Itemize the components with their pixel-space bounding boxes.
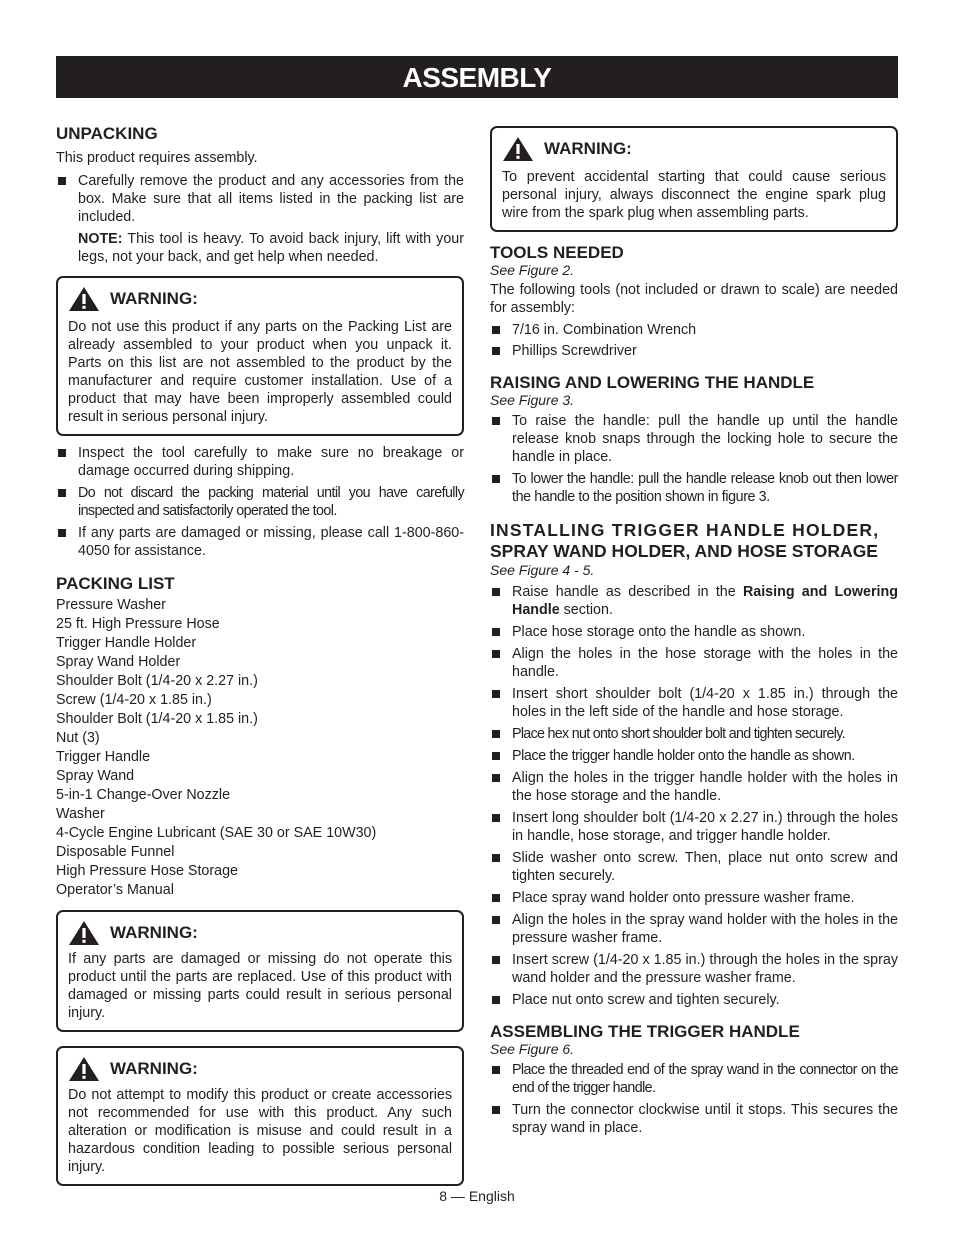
bullet-icon: [492, 347, 500, 355]
list-item: Spray Wand Holder: [56, 654, 181, 670]
packing-list: [56, 596, 464, 900]
warning-title: WARNING:: [544, 139, 632, 158]
warning-box-modify: [56, 1046, 464, 1186]
bullet-icon: [492, 996, 500, 1004]
warning-body: Do not use this product if any parts on the Packing List are already assembled to your product when you unpack it. Parts on this list are not assembled to the product by the manufacturer and require customer installation. Use of a product that may have been improperly assembled could result in serious personal injury.: [68, 319, 452, 425]
warning-body: Do not attempt to modify this product or create accessories not recommended for use with this product. Any such alteration or modification is misuse and could result in a hazardous condition leading to possible serious personal injury.: [68, 1087, 452, 1175]
list-item: Trigger Handle: [56, 749, 151, 765]
warning-title: WARNING:: [110, 1059, 198, 1078]
bullet-icon: [492, 690, 500, 698]
list-item: Spray Wand: [56, 768, 135, 784]
bullet-icon: [492, 588, 500, 596]
list-item: Screw (1/4-20 x 1.85 in.): [56, 692, 212, 708]
list-item: Align the holes in the trigger handle holder with the holes in the hose storage and the handle.: [490, 769, 898, 805]
page-title: ASSEMBLY: [56, 56, 898, 98]
bullet-icon: [492, 650, 500, 658]
list-item: Operator’s Manual: [56, 882, 174, 898]
figure-reference: See Figure 2.: [490, 262, 575, 278]
list-item: 5-in-1 Change-Over Nozzle: [56, 787, 231, 803]
bullet-icon: [492, 894, 500, 902]
list-item: Washer: [56, 806, 105, 822]
installing-heading-line1: INSTALLING TRIGGER HANDLE HOLDER,: [490, 520, 880, 540]
list-item: To lower the handle: pull the handle release knob out then lower the handle to the position shown in figure 3.: [490, 470, 898, 506]
list-item: Carefully remove the product and any accessories from the box. Make sure that all items listed in the packing list are included.: [56, 172, 464, 226]
warning-body: To prevent accidental starting that could cause serious personal injury, always disconnect the engine spark plug wire from the spark plug when assembling parts.: [502, 169, 886, 221]
unpacking-heading: UNPACKING: [56, 124, 158, 143]
list-item: Shoulder Bolt (1/4-20 x 1.85 in.): [56, 711, 258, 727]
warning-triangle-icon: [68, 1056, 100, 1082]
list-item: High Pressure Hose Storage: [56, 863, 238, 879]
warning-triangle-icon: [68, 286, 100, 312]
bullet-icon: [492, 475, 500, 483]
list-item: Place hex nut onto short shoulder bolt and tighten securely.: [490, 725, 898, 743]
bullet-icon: [58, 489, 66, 497]
trigger-heading: ASSEMBLING THE TRIGGER HANDLE: [490, 1022, 800, 1041]
list-item: Place the threaded end of the spray wand in the connector on the end of the trigger handle.: [490, 1061, 898, 1097]
bullet-icon: [492, 1066, 500, 1074]
figure-reference: See Figure 4 - 5.: [490, 562, 595, 578]
note: [56, 230, 464, 266]
bullet-icon: [492, 417, 500, 425]
inspect-list: [56, 444, 464, 560]
list-item: Nut (3): [56, 730, 100, 746]
bullet-icon: [492, 752, 500, 760]
bullet-icon: [492, 730, 500, 738]
list-item: Pressure Washer: [56, 597, 166, 613]
list-item: Place nut onto screw and tighten securely.: [490, 991, 898, 1009]
note-text: This tool is heavy. To avoid back injury, lift with your legs, not your back, and get help when needed.: [78, 231, 464, 265]
list-item: 7/16 in. Combination Wrench: [490, 321, 898, 339]
warning-box-spark-plug: [490, 126, 898, 232]
warning-title: WARNING:: [110, 923, 198, 942]
bullet-icon: [492, 1106, 500, 1114]
list-item: Place the trigger handle holder onto the handle as shown.: [490, 747, 898, 765]
right-column: [490, 124, 898, 1137]
raising-list: [490, 412, 898, 506]
bullet-icon: [58, 529, 66, 537]
figure-reference: See Figure 6.: [490, 1041, 575, 1057]
bullet-icon: [492, 854, 500, 862]
list-item: Trigger Handle Holder: [56, 635, 197, 651]
warning-triangle-icon: [68, 920, 100, 946]
list-item: Slide washer onto screw. Then, place nut onto screw and tighten securely.: [490, 849, 898, 885]
list-item: Turn the connector clockwise until it stops. This secures the spray wand in place.: [490, 1101, 898, 1137]
list-item: Insert screw (1/4-20 x 1.85 in.) through the holes in the spray wand holder and the pressure washer frame.: [490, 951, 898, 987]
note-label: NOTE:: [78, 231, 123, 247]
list-item: Insert long shoulder bolt (1/4-20 x 2.27 in.) through the holes in handle, hose storage, and trigger handle holder.: [490, 809, 898, 845]
list-item: 25 ft. High Pressure Hose: [56, 616, 220, 632]
installing-heading: [490, 520, 898, 562]
list-item: Align the holes in the spray wand holder with the holes in the pressure washer frame.: [490, 911, 898, 947]
list-item: To raise the handle: pull the handle up until the handle release knob snaps through the locking hole to secure the handle in place.: [490, 412, 898, 466]
bullet-icon: [492, 774, 500, 782]
trigger-list: [490, 1061, 898, 1137]
warning-box-missing-parts: [56, 910, 464, 1032]
list-item: Place spray wand holder onto pressure washer frame.: [490, 889, 898, 907]
list-item: Phillips Screwdriver: [490, 342, 898, 360]
tools-list: [490, 321, 898, 360]
left-column: [56, 124, 464, 1186]
list-item: If any parts are damaged or missing, please call 1-800-860-4050 for assistance.: [56, 524, 464, 560]
list-item: Insert short shoulder bolt (1/4-20 x 1.85 in.) through the holes in the left side of the handle and hose storage.: [490, 685, 898, 721]
packing-list-heading: PACKING LIST: [56, 574, 175, 593]
raising-heading: RAISING AND LOWERING THE HANDLE: [490, 373, 815, 392]
bullet-icon: [492, 814, 500, 822]
bullet-icon: [492, 628, 500, 636]
installing-heading-line2: SPRAY WAND HOLDER, AND HOSE STORAGE: [490, 541, 878, 561]
list-item: 4-Cycle Engine Lubricant (SAE 30 or SAE 10W30): [56, 825, 377, 841]
bullet-icon: [492, 956, 500, 964]
warning-body: If any parts are damaged or missing do not operate this product until the parts are replaced. Use of this product with damaged or missing parts could result in serious personal injury.: [68, 951, 452, 1021]
warning-triangle-icon: [502, 136, 534, 162]
unpacking-intro: This product requires assembly.: [56, 150, 258, 166]
list-item: Raise handle as described in the Raising and Lowering Handle section.: [490, 583, 898, 619]
list-item: Do not discard the packing material until you have carefully inspected and satisfactorily operated the tool.: [56, 484, 464, 520]
bullet-icon: [492, 916, 500, 924]
list-item: Place hose storage onto the handle as shown.: [490, 623, 898, 641]
figure-reference: See Figure 3.: [490, 392, 575, 408]
warning-title: WARNING:: [110, 289, 198, 308]
list-item: Inspect the tool carefully to make sure no breakage or damage occurred during shipping.: [56, 444, 464, 480]
bullet-icon: [58, 177, 66, 185]
list-item: Shoulder Bolt (1/4-20 x 2.27 in.): [56, 673, 258, 689]
bullet-icon: [492, 326, 500, 334]
unpacking-list: [56, 172, 464, 226]
list-item: Align the holes in the hose storage with the holes in the handle.: [490, 645, 898, 681]
page-footer: 8 — English: [439, 1188, 515, 1204]
installing-list: [490, 583, 898, 1009]
bullet-icon: [58, 449, 66, 457]
tools-intro: The following tools (not included or drawn to scale) are needed for assembly:: [490, 282, 898, 316]
tools-needed-heading: TOOLS NEEDED: [490, 243, 624, 262]
list-item: Disposable Funnel: [56, 844, 175, 860]
warning-box-preassembled: [56, 276, 464, 436]
